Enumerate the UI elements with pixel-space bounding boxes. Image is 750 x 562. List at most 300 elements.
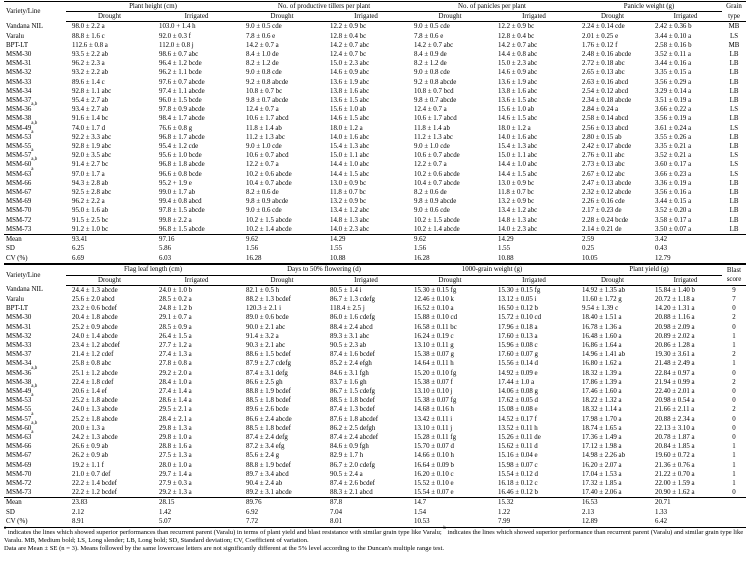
value-cell: 15.20 ± 0.10 fg — [414, 369, 457, 377]
value-cell: 92.5 ± 2.8 abc — [72, 189, 112, 197]
summary-row — [4, 498, 746, 508]
summary-row — [4, 517, 746, 527]
value-cell: 16.80 ± 1.62 a — [582, 360, 622, 368]
summary-label: Mean — [6, 499, 22, 507]
summary-value: 1.56 — [246, 245, 259, 253]
variety-cell: MSM-70 — [6, 470, 32, 478]
variety-cell: MSM-36$^{a,b}$ — [6, 365, 38, 377]
value-cell: 15.4 ± 1.3 abc — [498, 143, 538, 151]
value-cell: 10.2 ± 1.5 abcde — [246, 216, 292, 224]
variety-cell: MSM-66 — [6, 179, 32, 187]
value-cell: 15.28 ± 0.11 fg — [414, 433, 457, 441]
summary-value: 8.91 — [72, 518, 85, 526]
table-row — [4, 341, 746, 350]
grain-type-cell: LS — [730, 106, 739, 114]
value-cell: 87.4 ± 1.3 bcdef — [330, 406, 375, 414]
value-cell: 15.62 ± 0.11 d — [498, 443, 538, 451]
value-cell: 17.46 ± 1.60 a — [582, 387, 622, 395]
table-row — [4, 68, 746, 77]
value-cell: 9.0 ± 0.8 cde — [414, 69, 450, 77]
value-cell: 87.4 ± 2.4 abcdef — [330, 433, 378, 441]
value-cell: 97.8 ± 0.9 abcde — [159, 106, 205, 114]
value-cell: 21.22 ± 0.70 a — [655, 470, 695, 478]
value-cell: 10.2 ± 0.6 abcde — [414, 170, 460, 178]
value-cell: 12.2 ± 0.9 bc — [498, 23, 535, 31]
value-cell: 3.56 ± 0.29 a — [655, 78, 692, 86]
variety-cell: Varalu — [6, 32, 24, 40]
value-cell: 2.42 ± 0.17 abcde — [582, 143, 632, 151]
table-row — [4, 124, 746, 133]
table-row — [4, 59, 746, 68]
value-cell: 17.44 ± 1.0 a — [498, 378, 535, 386]
value-cell: 3.52 ± 0.11 a — [655, 51, 691, 59]
blast-score-cell: 1 — [732, 452, 736, 460]
blast-score-cell: 1 — [732, 360, 736, 368]
variety-cell: MSM-34 — [6, 360, 32, 368]
table-row — [4, 369, 746, 378]
variety-cell: MSM-38 — [6, 115, 32, 123]
blast-score-cell: 7 — [732, 295, 736, 303]
value-cell: 96.8 ± 1.5 abcde — [159, 225, 205, 233]
value-cell: 7.8 ± 0.6 e — [246, 32, 276, 40]
sub-header: Drought — [408, 275, 492, 285]
variety-cell: MSM-31 — [6, 60, 32, 68]
value-cell: 96.4 ± 1.2 bcde — [159, 60, 202, 68]
value-cell: 13.6 ± 1.9 abc — [498, 78, 538, 86]
value-cell: 9.2 ± 0.8 abcde — [246, 78, 289, 86]
summary-value: 14.29 — [498, 236, 514, 244]
value-cell: 28.4 ± 2.1 a — [159, 415, 192, 423]
summary-value: 6.69 — [72, 254, 85, 262]
value-cell: 12.8 ± 0.4 bc — [498, 32, 535, 40]
value-cell: 18.22 ± 1.32 a — [582, 397, 622, 405]
value-cell: 95.4 ± 1.2 cde — [159, 143, 199, 151]
value-cell: 85.2 ± 2.4 efgh — [330, 360, 372, 368]
value-cell: 88.4 ± 2.4 abcd — [330, 323, 373, 331]
value-cell: 16.86 ± 1.64 a — [582, 341, 622, 349]
value-cell: 17.62 ± 0.05 d — [498, 397, 538, 405]
table-footnotes — [4, 525, 746, 554]
table-row — [4, 461, 746, 470]
empty-cell — [722, 517, 746, 527]
value-cell: 15.26 ± 0.11 de — [498, 433, 541, 441]
sub-header-row — [4, 12, 746, 22]
grain-type-cell: LS — [730, 32, 739, 40]
value-cell: 14.4 ± 1.5 abc — [498, 170, 538, 178]
value-cell: 14.6 ± 1.5 abc — [330, 115, 370, 123]
value-cell: 20.4 ± 1.8 abcde — [72, 314, 118, 322]
table-row — [4, 216, 746, 225]
value-cell: 7.8 ± 0.6 e — [414, 32, 444, 40]
summary-value: 89.76 — [246, 499, 262, 507]
value-cell: 15.30 ± 0.15 fg — [498, 286, 541, 294]
value-cell: 3.61 ± 0.24 a — [655, 124, 692, 132]
value-cell: 14.4 ± 1.0 abc — [498, 161, 538, 169]
value-cell: 9.8 ± 0.7 abcde — [246, 97, 289, 105]
value-cell: 20.6 ± 1.4 ef — [72, 387, 107, 395]
value-cell: 16.78 ± 1.36 a — [582, 323, 622, 331]
value-cell: 16.20 ± 2.07 a — [582, 461, 622, 469]
value-cell: 18.32 ± 1.14 a — [582, 406, 622, 414]
value-cell: 14.2 ± 0.7 a — [246, 41, 279, 49]
value-cell: 15.54 ± 0.12 d — [498, 470, 538, 478]
value-cell: 12.4 ± 0.7 a — [414, 106, 447, 114]
value-cell: 93.4 ± 2.7 ab — [72, 106, 109, 114]
value-cell: 21.36 ± 0.76 a — [655, 461, 695, 469]
variety-cell: MSM-57$^a$ — [6, 148, 34, 160]
value-cell: 90.3 ± 2.1 abc — [246, 341, 286, 349]
value-cell: 10.6 ± 0.7 abcd — [246, 152, 289, 160]
table-body — [4, 285, 746, 527]
value-cell: 9.0 ± 0.6 cde — [246, 207, 282, 215]
value-cell: 20.89 ± 2.02 a — [655, 332, 695, 340]
summary-value: 15.32 — [498, 499, 514, 507]
value-cell: 20.84 ± 1.85 a — [655, 443, 695, 451]
variety-cell: MSM-33 — [6, 341, 32, 349]
value-cell: 29.5 ± 2.1 a — [159, 406, 192, 414]
summary-value: 3.42 — [655, 236, 668, 244]
value-cell: 15.6 ± 1.0 ab — [330, 106, 367, 114]
variety-header: Variety/Line — [4, 2, 66, 22]
value-cell: 29.7 ± 1.4 a — [159, 470, 192, 478]
grain-type-cell: LB — [729, 87, 739, 95]
table-row — [4, 179, 746, 188]
value-cell: 14.6 ± 1.5 abc — [498, 115, 538, 123]
value-cell: 10.2 ± 1.4 abcde — [414, 225, 460, 233]
value-cell: 82.1 ± 0.5 h — [246, 286, 280, 294]
value-cell: 16.52 ± 0.10 a — [414, 305, 454, 313]
variety-cell: MSM-30 — [6, 51, 32, 59]
value-cell: 20.98 ± 0.54 a — [655, 397, 695, 405]
variety-cell: MSM-36$^{a,b}$ — [6, 102, 38, 114]
value-cell: 14.0 ± 2.3 abc — [498, 225, 538, 233]
summary-value: 87.8 — [330, 499, 343, 507]
variety-cell: MSM-60$^{a,b}$ — [6, 157, 38, 169]
value-cell: 9.0 ± 0.8 cde — [246, 69, 282, 77]
value-cell: 91.6 ± 1.4 bc — [72, 115, 109, 123]
value-cell: 14.4 ± 1.5 abc — [330, 170, 370, 178]
value-cell: 25.2 ± 0.9 abcde — [72, 323, 118, 331]
value-cell: 112.6 ± 0.8 a — [72, 41, 108, 49]
value-cell: 2.28 ± 0.24 bcde — [582, 216, 629, 224]
value-cell: 88.5 ± 1.8 bcdef — [246, 424, 291, 432]
value-cell: 13.42 ± 0.11 i — [414, 415, 453, 423]
value-cell: 24.0 ± 1.4 abcde — [72, 332, 118, 340]
value-cell: 2.47 ± 0.13 abcde — [582, 179, 632, 187]
table-row — [4, 285, 746, 295]
value-cell: 9.8 ± 0.9 abcde — [246, 198, 289, 206]
table-row — [4, 206, 746, 215]
value-cell: 2.84 ± 0.24 a — [582, 106, 619, 114]
value-cell: 91.5 ± 2.5 bc — [72, 216, 109, 224]
value-cell: 22.00 ± 1.59 a — [655, 479, 695, 487]
value-cell: 29.8 ± 1.3 a — [159, 424, 192, 432]
value-cell: 13.4 ± 1.2 abc — [330, 207, 370, 215]
value-cell: 13.2 ± 0.9 bc — [498, 198, 535, 206]
summary-label: CV (%) — [6, 518, 28, 526]
value-cell: 99.8 ± 2.2 a — [159, 216, 192, 224]
table-row — [4, 359, 746, 368]
group-header: No. of panicles per plant — [408, 2, 576, 12]
value-cell: 15.98 ± 0.07 c — [498, 461, 538, 469]
summary-value: 97.16 — [159, 236, 175, 244]
value-cell: 99.4 ± 0.8 abcd — [159, 198, 202, 206]
value-cell: 14.96 ± 1.41 ab — [582, 351, 626, 359]
value-cell: 3.44 ± 0.15 a — [655, 198, 692, 206]
value-cell: 90.0 ± 2.1 abc — [246, 323, 286, 331]
variety-cell: BPT-LT — [6, 41, 29, 49]
variety-cell: MSM-55 — [6, 143, 32, 151]
value-cell: 25.6 ± 2.0 abcd — [72, 295, 115, 303]
value-cell: 10.4 ± 0.7 abcde — [414, 179, 460, 187]
value-cell: 12.46 ± 0.10 k — [414, 295, 454, 303]
value-cell: 3.55 ± 0.26 a — [655, 133, 692, 141]
value-cell: 27.5 ± 1.3 a — [159, 452, 192, 460]
value-cell: 15.84 ± 1.40 b — [655, 286, 695, 294]
value-cell: 29.8 ± 1.0 a — [159, 433, 192, 441]
value-cell: 18.0 ± 1.2 a — [330, 124, 363, 132]
grain-type-cell: LB — [729, 133, 739, 141]
value-cell: 13.6 ± 1.5 abc — [498, 97, 538, 105]
value-cell: 15.96 ± 0.08 c — [498, 341, 538, 349]
summary-value: 10.53 — [414, 518, 430, 526]
value-cell: 87.9 ± 2.7 cdefg — [246, 360, 291, 368]
value-cell: 13.6 ± 1.9 abc — [330, 78, 370, 86]
value-cell: 2.48 ± 0.16 abcde — [582, 51, 632, 59]
value-cell: 24.2 ± 1.3 abcde — [72, 433, 118, 441]
variety-cell: MSM-38 — [6, 378, 32, 386]
summary-label: CV (%) — [6, 254, 28, 262]
summary-value: 2.59 — [582, 236, 595, 244]
value-cell: 8.2 ± 0.6 de — [246, 189, 279, 197]
value-cell: 26.4 ± 1.5 a — [159, 332, 192, 340]
value-cell: 11.8 ± 1.4 ab — [414, 124, 450, 132]
summary-value: 8.01 — [330, 518, 343, 526]
value-cell: 2.58 ± 0.16 b — [655, 41, 692, 49]
empty-cell — [722, 244, 746, 253]
table-row — [4, 479, 746, 488]
value-cell: 98.4 ± 1.7 abcde — [159, 115, 205, 123]
empty-cell — [722, 254, 746, 264]
value-cell: 29.2 ± 2.0 a — [159, 369, 192, 377]
value-cell: 14.6 ± 0.9 abc — [498, 69, 538, 77]
value-cell: 18.74 ± 1.65 a — [582, 424, 622, 432]
variety-cell: MSM-49$^{a,b}$ — [6, 383, 38, 395]
summary-value: 16.53 — [582, 499, 598, 507]
value-cell: 21.0 ± 0.7 def — [72, 470, 111, 478]
summary-value: 0.25 — [582, 245, 595, 253]
value-cell: 92.0 ± 3.5 abc — [72, 152, 112, 160]
value-cell: 95.4 ± 2.7 ab — [72, 97, 109, 105]
value-cell: 12.4 ± 0.7 bc — [330, 51, 367, 59]
variety-cell: MSM-73 — [6, 489, 32, 497]
value-cell: 93.2 ± 2.2 ab — [72, 69, 109, 77]
value-cell: 20.0 ± 1.3 a — [72, 424, 105, 432]
table-row — [4, 378, 746, 387]
sub-header: Irrigated — [492, 275, 576, 285]
value-cell: 15.08 ± 0.08 e — [498, 406, 538, 414]
summary-value: 1.33 — [655, 508, 668, 516]
value-cell: 12.4 ± 0.7 a — [246, 106, 279, 114]
value-cell: 24.8 ± 1.2 b — [159, 305, 193, 313]
value-cell: 89.3 ± 3.1 abc — [330, 332, 370, 340]
value-cell: 2.63 ± 0.16 abcd — [582, 78, 629, 86]
value-cell: 14.20 ± 1.31 a — [655, 305, 695, 313]
value-cell: 88.8 ± 1.6 c — [72, 32, 105, 40]
value-cell: 17.32 ± 1.85 a — [582, 479, 622, 487]
grain-type-cell: LB — [729, 69, 739, 77]
table-row — [4, 405, 746, 414]
value-cell: 9.8 ± 0.9 abcde — [414, 198, 457, 206]
value-cell: 10.6 ± 1.7 abcd — [414, 115, 457, 123]
grain-type-header: Grain — [722, 2, 746, 12]
value-cell: 18.0 ± 1.2 a — [498, 124, 531, 132]
value-cell: 22.2 ± 1.2 bcdef — [72, 489, 117, 497]
value-cell: 15.38 ± 0.07 g — [414, 351, 454, 359]
blast-score-cell: 1 — [732, 443, 736, 451]
summary-row — [4, 508, 746, 517]
variety-cell: MSM-33 — [6, 78, 32, 86]
blast-score-cell: 0 — [732, 433, 736, 441]
summary-value: 6.03 — [159, 254, 172, 262]
value-cell: 91.4 ± 2.7 bc — [72, 161, 109, 169]
grain-type-cell: LS — [730, 124, 739, 132]
value-cell: 2.24 ± 0.14 cde — [582, 23, 625, 31]
table-row — [4, 114, 746, 123]
variety-cell: BPT-LT — [6, 305, 29, 313]
value-cell: 13.4 ± 1.2 abc — [498, 207, 538, 215]
value-cell: 11.2 ± 1.3 abc — [246, 133, 285, 141]
summary-value: 2.13 — [582, 508, 595, 516]
value-cell: 11.2 ± 1.3 abc — [414, 133, 453, 141]
value-cell: 84.6 ± 3.1 fgh — [330, 369, 369, 377]
value-cell: 2.32 ± 0.12 abcde — [582, 189, 632, 197]
value-cell: 20.86 ± 1.28 a — [655, 341, 695, 349]
table-row — [4, 488, 746, 498]
value-cell: 15.88 ± 0.10 cd — [414, 314, 458, 322]
blast-score-cell: 1 — [732, 461, 736, 469]
variety-cell: MSM-69 — [6, 198, 32, 206]
blast-score-cell: 2 — [732, 314, 736, 322]
value-cell: 14.0 ± 1.6 abc — [330, 133, 370, 141]
table-row — [4, 387, 746, 396]
table-row — [4, 451, 746, 460]
value-cell: 3.51 ± 0.19 a — [655, 97, 692, 105]
summary-value: 20.71 — [655, 499, 671, 507]
value-cell: 15.38 ± 0.07 f — [414, 378, 453, 386]
value-cell: 14.0 ± 2.3 abc — [330, 225, 370, 233]
value-cell: 87.6 ± 1.8 abcdef — [330, 415, 378, 423]
value-cell: 21.66 ± 2.11 a — [655, 406, 695, 414]
value-cell: 120.3 ± 2.1 i — [246, 305, 281, 313]
value-cell: 14.2 ± 0.7 abc — [414, 41, 454, 49]
value-cell: 28.6 ± 1.4 a — [159, 397, 192, 405]
value-cell: 3.58 ± 0.17 a — [655, 216, 692, 224]
sub-header: Irrigated — [649, 12, 722, 22]
value-cell: 95.6 ± 1.0 bcde — [159, 152, 202, 160]
blast-score-cell: 1 — [732, 470, 736, 478]
sub-header-row — [4, 275, 746, 285]
value-cell: 27.4 ± 1.4 a — [159, 387, 192, 395]
grain-type-cell: MB — [728, 23, 740, 31]
value-cell: 15.38 ± 0.07 fg — [414, 397, 457, 405]
table-row — [4, 50, 746, 59]
blast-score-cell: 1 — [732, 479, 736, 487]
value-cell: 95.2 + 1.9 e — [159, 179, 192, 187]
value-cell: 21.94 ± 0.99 a — [655, 378, 695, 386]
value-cell: 15.72 ± 0.10 cd — [498, 314, 542, 322]
value-cell: 10.2 ± 1.4 abcde — [246, 225, 292, 233]
grain-type-cell: LB — [729, 225, 739, 233]
grain-type-cell: LB — [729, 51, 739, 59]
grain-type-cell: LS — [730, 152, 739, 160]
empty-cell — [722, 508, 746, 517]
value-cell: 17.36 ± 1.49 a — [582, 433, 622, 441]
value-cell: 15.0 ± 1.1 abc — [330, 152, 370, 160]
value-cell: 2.72 ± 0.18 abc — [582, 60, 625, 68]
value-cell: 17.04 ± 1.53 a — [582, 470, 622, 478]
summary-value: 12.89 — [582, 518, 598, 526]
summary-value: 10.88 — [330, 254, 346, 262]
value-cell: 13.8 ± 1.6 abc — [330, 87, 370, 95]
value-cell: 8.4 ± 1.0 de — [246, 51, 279, 59]
table-row — [4, 32, 746, 41]
value-cell: 23.4 ± 1.2 abcdef — [72, 341, 120, 349]
value-cell: 9.2 ± 0.8 abcde — [414, 78, 457, 86]
value-cell: 15.4 ± 1.3 abc — [330, 143, 370, 151]
value-cell: 9.8 ± 0.7 abcde — [414, 97, 457, 105]
value-cell: 28.4 ± 1.0 a — [159, 378, 192, 386]
value-cell: 8.2 ± 0.6 de — [414, 189, 447, 197]
value-cell: 10.6 ± 0.7 abcde — [414, 152, 460, 160]
value-cell: 13.2 ± 0.9 bc — [330, 198, 367, 206]
summary-value: 10.88 — [498, 254, 514, 262]
variety-cell: MSM-72 — [6, 216, 32, 224]
value-cell: 13.10 ± 0.10 j — [414, 387, 453, 395]
blast-score-cell: 9 — [732, 286, 736, 294]
grain-type-cell: LB — [729, 216, 739, 224]
variety-cell: MSM-60$^{a,b}$ — [6, 420, 38, 432]
value-cell: 84.6 ± 0.9 fgh — [330, 443, 369, 451]
value-cell: 15.0 ± 1.1 abc — [498, 152, 538, 160]
table-figure — [4, 0, 746, 553]
value-cell: 2.34 ± 0.18 abcde — [582, 97, 632, 105]
table-row — [4, 87, 746, 96]
table-row — [4, 313, 746, 322]
table-row — [4, 197, 746, 206]
value-cell: 83.7 ± 1.6 gh — [330, 378, 367, 386]
value-cell: 3.52 ± 0.20 a — [655, 207, 692, 215]
value-cell: 86.7 ± 1.3 cdefg — [330, 295, 375, 303]
value-cell: 96.6 ± 0.8 bcde — [159, 170, 202, 178]
variety-cell: MSM-57$^a$ — [6, 411, 34, 423]
value-cell: 27.9 ± 0.3 a — [159, 479, 192, 487]
value-cell: 89.6 ± 2.6 bcde — [246, 406, 289, 414]
sub-header: Drought — [408, 12, 492, 22]
value-cell: 88.8 ± 1.9 bcdef — [246, 387, 291, 395]
value-cell: 17.12 ± 1.98 a — [582, 443, 622, 451]
value-cell: 22.4 ± 1.8 cdef — [72, 378, 114, 386]
value-cell: 14.92 ± 1.35 ab — [582, 286, 626, 294]
value-cell: 14.8 ± 1.3 abc — [330, 216, 370, 224]
value-cell: 92.2 ± 3.3 abc — [72, 133, 112, 141]
value-cell: 93.5 ± 2.2 ab — [72, 51, 109, 59]
value-cell: 12.2 ± 0.7 a — [246, 161, 279, 169]
table-row — [4, 350, 746, 359]
sub-header: Irrigated — [324, 12, 408, 22]
table-row — [4, 415, 746, 424]
value-cell: 20.78 ± 1.87 a — [655, 433, 695, 441]
